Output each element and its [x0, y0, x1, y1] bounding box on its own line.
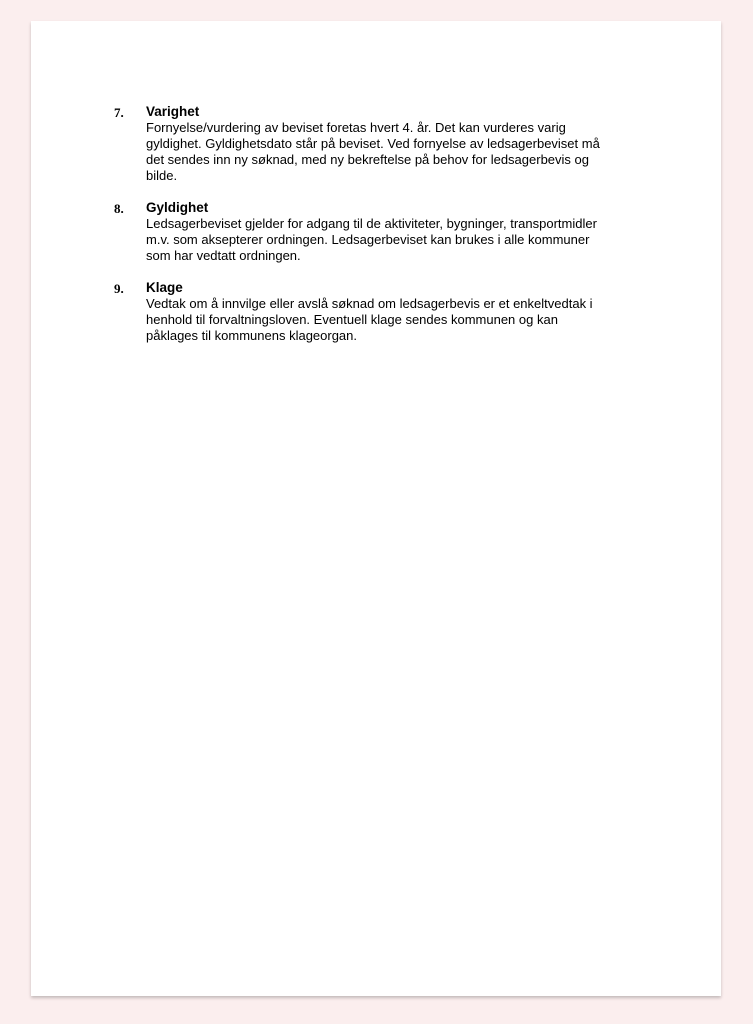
section-title: Klage — [146, 280, 183, 295]
section-number: 8. — [114, 201, 124, 216]
section-content — [146, 104, 651, 184]
section-body — [146, 296, 651, 344]
body-line: Ledsagerbeviset gjelder for adgang til de aktiviteter, bygninger, transportmidler — [146, 216, 597, 231]
section-number: 7. — [114, 105, 124, 120]
section-content — [146, 280, 651, 344]
body-line: påklages til kommunens klageorgan. — [146, 328, 358, 343]
document-page — [31, 21, 721, 996]
section-title: Gyldighet — [146, 200, 209, 215]
body-line: som har vedtatt ordningen. — [146, 248, 301, 263]
section-title: Varighet — [146, 104, 200, 119]
body-line: m.v. som aksepterer ordningen. Ledsagerbeviset kan brukes i alle kommuner — [146, 232, 590, 247]
section-body — [146, 120, 651, 184]
section-content — [146, 200, 651, 264]
section-body — [146, 216, 651, 264]
body-line: bilde. — [146, 168, 178, 183]
body-line: henhold til forvaltningsloven. Eventuell klage sendes kommunen og kan — [146, 312, 558, 327]
section-number: 9. — [114, 281, 124, 296]
body-line: det sendes inn ny søknad, med ny bekreftelse på behov for ledsagerbevis og — [146, 152, 589, 167]
body-line: Fornyelse/vurdering av beviset foretas hvert 4. år. Det kan vurderes varig — [146, 120, 566, 135]
body-line: gyldighet. Gyldighetsdato står på beviset. Ved fornyelse av ledsagerbeviset må — [146, 136, 600, 151]
body-line: Vedtak om å innvilge eller avslå søknad om ledsagerbevis er et enkeltvedtak i — [146, 296, 593, 311]
